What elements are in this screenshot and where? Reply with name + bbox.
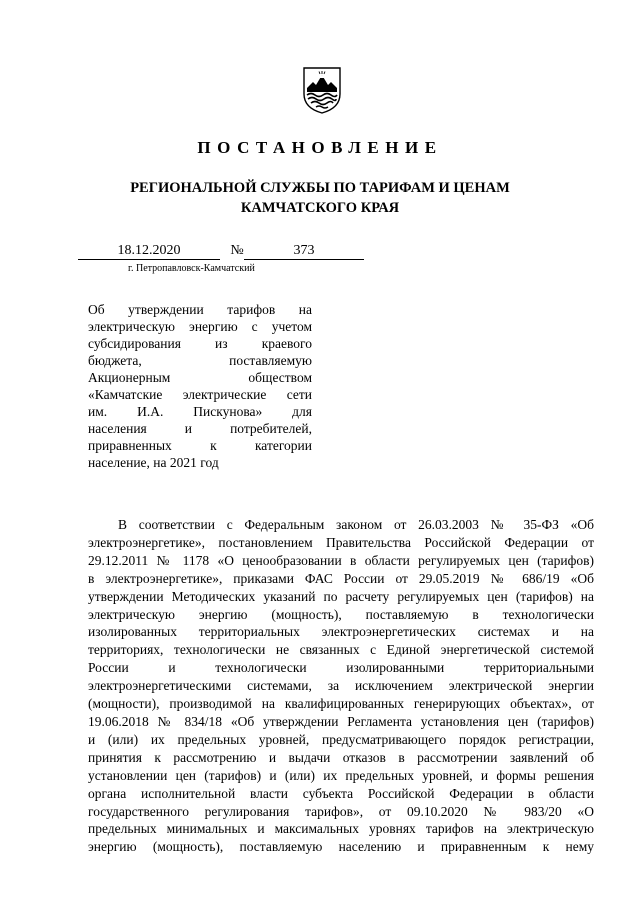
body-line: 29.12.2011 № 1178 «О ценообразовании в области регулируемых цен (тарифов) bbox=[88, 552, 594, 568]
body-line: и (или) их предельных уровней, предусматривающего порядок регистрации, bbox=[88, 731, 594, 747]
subject-line: субсидирования из краевого bbox=[88, 336, 312, 351]
body-line: установлении цен (тарифов) и (или) их предельных уровней, и формы решения bbox=[88, 767, 594, 783]
body-line: В соответствии с Федеральным законом от 26.03.2003 № 35-ФЗ «Об bbox=[118, 517, 594, 532]
body-line: изолированных территориальных электроэнергетических системах и на bbox=[88, 624, 594, 640]
body-line: в электроэнергетике», приказами ФАС России от 29.05.2019 № 686/19 «Об bbox=[88, 570, 594, 586]
body-line: предельных минимальных и максимальных уровнях тарифов на электрическую bbox=[88, 821, 594, 837]
body-line: энергию (мощность), поставляемую населению и приравненным к нему bbox=[88, 839, 594, 855]
subject-line: Акционерным обществом bbox=[88, 370, 312, 385]
subject-line: приравненных к категории bbox=[88, 438, 312, 453]
body-line: (мощности), производимой на квалифицированных генерирующих объектах», от bbox=[88, 696, 594, 712]
body-line: России и технологически изолированными территориальными bbox=[88, 660, 594, 676]
number-sign: № bbox=[230, 243, 244, 258]
issuer-name bbox=[60, 178, 580, 218]
body-line: территориях, технологически не связанных с Единой энергетической системой bbox=[88, 642, 594, 658]
document-date: 18.12.2020 bbox=[78, 243, 220, 260]
subject-line: бюджета, поставляемую bbox=[88, 353, 312, 368]
body-line: электроэнергетике», постановлением Правительства Российской Федерации от bbox=[88, 534, 594, 550]
subject-line: «Камчатские электрические сети bbox=[88, 387, 312, 402]
subject-line: электрическую энергию с учетом bbox=[88, 319, 312, 334]
issuer-line: КАМЧАТСКОГО КРАЯ bbox=[240, 200, 400, 216]
body-line: 19.06.2018 № 834/18 «Об утверждении Регламента установления цен (тарифов) bbox=[88, 713, 594, 729]
subject-line: им. И.А. Пискунова» для bbox=[88, 404, 312, 419]
body-line: принятия к рассмотрению и выдачи отказов в рассмотрении заявлений об bbox=[88, 749, 594, 765]
document-subject bbox=[88, 301, 312, 471]
document-title: ПОСТАНОВЛЕНИЕ bbox=[197, 138, 443, 157]
body-line: электрическую энергию (мощность), поставляемую в технологически bbox=[88, 606, 594, 622]
document-city: г. Петропавловск-Камчатский bbox=[128, 263, 255, 274]
subject-line: населения и потребителей, bbox=[88, 421, 312, 436]
document-number: 373 bbox=[244, 243, 364, 260]
issuer-line: РЕГИОНАЛЬНОЙ СЛУЖБЫ ПО ТАРИФАМ И ЦЕНАМ bbox=[130, 180, 510, 196]
kamchatka-emblem-icon bbox=[302, 66, 342, 114]
body-line: электроэнергетическими системами, за исключением электрической энергии bbox=[88, 678, 594, 694]
document-body bbox=[88, 516, 594, 856]
body-line: органа исполнительной власти субъекта Российской Федерации в области bbox=[88, 785, 594, 801]
body-line: утверждении Методических указаний по расчету регулируемых цен (тарифов) на bbox=[88, 588, 594, 604]
subject-line: население, на 2021 год bbox=[88, 455, 219, 470]
body-line: государственного регулирования тарифов», от 09.10.2020 № 983/20 «О bbox=[88, 803, 594, 819]
subject-line: Об утверждении тарифов на bbox=[88, 302, 312, 317]
